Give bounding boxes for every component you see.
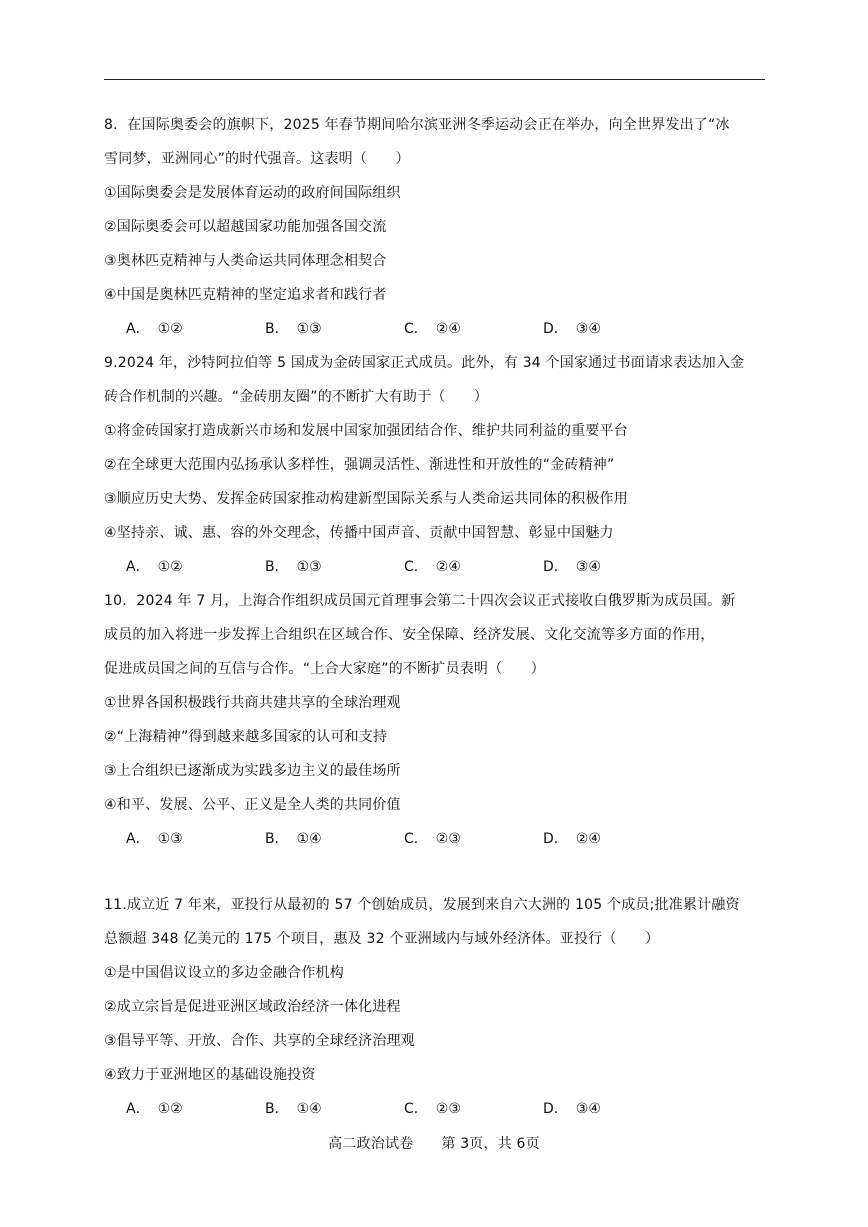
answer-letter: D．: [543, 831, 568, 847]
answer-letter: D．: [543, 321, 568, 337]
answer-choice-a: [126, 312, 265, 346]
answer-letter: B．: [265, 831, 289, 847]
statement-option: ④和平、发展、公平、正义是全人类的共同价值: [104, 797, 401, 813]
answer-letter: C．: [404, 1101, 428, 1117]
statement-option: ③顺应历史大势、发挥金砖国家推动构建新型国际关系与人类命运共同体的积极作用: [104, 491, 628, 507]
answer-choices: [104, 312, 769, 346]
answer-letter: D．: [543, 559, 568, 575]
answer-value: ③④: [575, 321, 601, 337]
statement-option: ③奥林匹克精神与人类命运共同体理念相契合: [104, 253, 387, 269]
answer-choice-d: [543, 312, 682, 346]
answer-value: ①③: [296, 559, 322, 575]
question-stem-line: 8．在国际奥委会的旗帜下，2025 年春节期间哈尔滨亚洲冬季运动会正在举办，向全世界发出了“冰: [104, 117, 730, 133]
answer-value: ①③: [296, 321, 322, 337]
statement-option: ②成立宗旨是促进亚洲区域政治经济一体化进程: [104, 999, 401, 1015]
statement-option: ①世界各国积极践行共商共建共享的全球治理观: [104, 695, 401, 711]
statement-option: ④坚持亲、诚、惠、容的外交理念，传播中国声音、贡献中国智慧、彰显中国魅力: [104, 525, 614, 541]
exam-page-content: [104, 108, 769, 1126]
answer-letter: C．: [404, 831, 428, 847]
statement-option: ③上合组织已逐渐成为实践多边主义的最佳场所: [104, 763, 401, 779]
answer-choice-a: [126, 550, 265, 584]
answer-letter: B．: [265, 321, 289, 337]
question-stem-line: 成员的加入将进一步发挥上合组织在区域合作、安全保障、经济发展、文化交流等多方面的作用，: [104, 627, 715, 643]
answer-letter: C．: [404, 321, 428, 337]
question-stem-line: 10．2024 年 7 月，上海合作组织成员国元首理事会第二十四次会议正式接收白俄罗斯为成员国。新: [104, 593, 736, 609]
answer-choice-b: [265, 822, 404, 856]
question-8: [104, 108, 769, 346]
answer-letter: A．: [126, 321, 150, 337]
answer-choice-d: [543, 550, 682, 584]
answer-value: ①②: [157, 1101, 183, 1117]
statement-option: ①国际奥委会是发展体育运动的政府间国际组织: [104, 185, 401, 201]
answer-value: ②④: [575, 831, 601, 847]
statement-option: ①将金砖国家打造成新兴市场和发展中国家加强团结合作、维护共同利益的重要平台: [104, 423, 628, 439]
answer-choice-b: [265, 312, 404, 346]
answer-letter: D．: [543, 1101, 568, 1117]
answer-choice-c: [404, 822, 543, 856]
answer-letter: B．: [265, 1101, 289, 1117]
answer-value: ①②: [157, 321, 183, 337]
statement-option: ①是中国倡议设立的多边金融合作机构: [104, 965, 344, 981]
answer-letter: A．: [126, 559, 150, 575]
statement-option: ②“上海精神”得到越来越多国家的认可和支持: [104, 729, 388, 745]
answer-value: ③④: [575, 1101, 601, 1117]
exam-title: 高二政治试卷: [328, 1136, 414, 1152]
answer-letter: B．: [265, 559, 289, 575]
question-stem-line: 砖合作机制的兴趣。“金砖朋友圈”的不断扩大有助于（ ）: [104, 389, 489, 405]
question-stem-line: 雪同梦，亚洲同心”的时代强音。这表明（ ）: [104, 151, 410, 167]
statement-option: ④中国是奥林匹克精神的坚定追求者和践行者: [104, 287, 387, 303]
answer-choice-c: [404, 1092, 543, 1126]
question-9: [104, 346, 769, 584]
answer-value: ①④: [296, 831, 322, 847]
answer-letter: C．: [404, 559, 428, 575]
answer-value: ②③: [435, 831, 461, 847]
question-stem-line: 11.成立近 7 年来，亚投行从最初的 57 个创始成员，发展到来自六大洲的 105 个成员;批准累计融资: [104, 897, 740, 913]
header-rule: [104, 79, 765, 80]
answer-value: ②③: [435, 1101, 461, 1117]
question-stem-line: 促进成员国之间的互信与合作。“上合大家庭”的不断扩员表明（ ）: [104, 661, 545, 677]
answer-choices: [104, 1092, 769, 1126]
answer-value: ①④: [296, 1101, 322, 1117]
blank-gap: [104, 856, 769, 888]
page-footer: [0, 1132, 868, 1156]
question-stem-line: 总额超 348 亿美元的 175 个项目，惠及 32 个亚洲域内与域外经济体。亚投行（ ）: [104, 931, 660, 947]
answer-choice-c: [404, 312, 543, 346]
page-number: 第 3页，共 6页: [441, 1136, 540, 1152]
answer-choice-c: [404, 550, 543, 584]
answer-choice-d: [543, 822, 682, 856]
answer-choice-b: [265, 1092, 404, 1126]
answer-value: ①②: [157, 559, 183, 575]
question-stem-line: 9.2024 年，沙特阿拉伯等 5 国成为金砖国家正式成员。此外，有 34 个国家通过书面请求表达加入金: [104, 355, 745, 371]
answer-value: ①③: [157, 831, 183, 847]
answer-choices: [104, 822, 769, 856]
answer-value: ②④: [435, 321, 461, 337]
statement-option: ②国际奥委会可以超越国家功能加强各国交流: [104, 219, 387, 235]
question-11: [104, 888, 769, 1126]
statement-option: ④致力于亚洲地区的基础设施投资: [104, 1067, 316, 1083]
answer-choice-a: [126, 1092, 265, 1126]
answer-letter: A．: [126, 831, 150, 847]
statement-option: ②在全球更大范围内弘扬承认多样性，强调灵活性、渐进性和开放性的“金砖精神”: [104, 457, 615, 473]
question-10: [104, 584, 769, 856]
answer-value: ②④: [435, 559, 461, 575]
answer-letter: A．: [126, 1101, 150, 1117]
answer-choice-d: [543, 1092, 682, 1126]
answer-choice-b: [265, 550, 404, 584]
answer-value: ③④: [575, 559, 601, 575]
answer-choices: [104, 550, 769, 584]
statement-option: ③倡导平等、开放、合作、共享的全球经济治理观: [104, 1033, 415, 1049]
answer-choice-a: [126, 822, 265, 856]
